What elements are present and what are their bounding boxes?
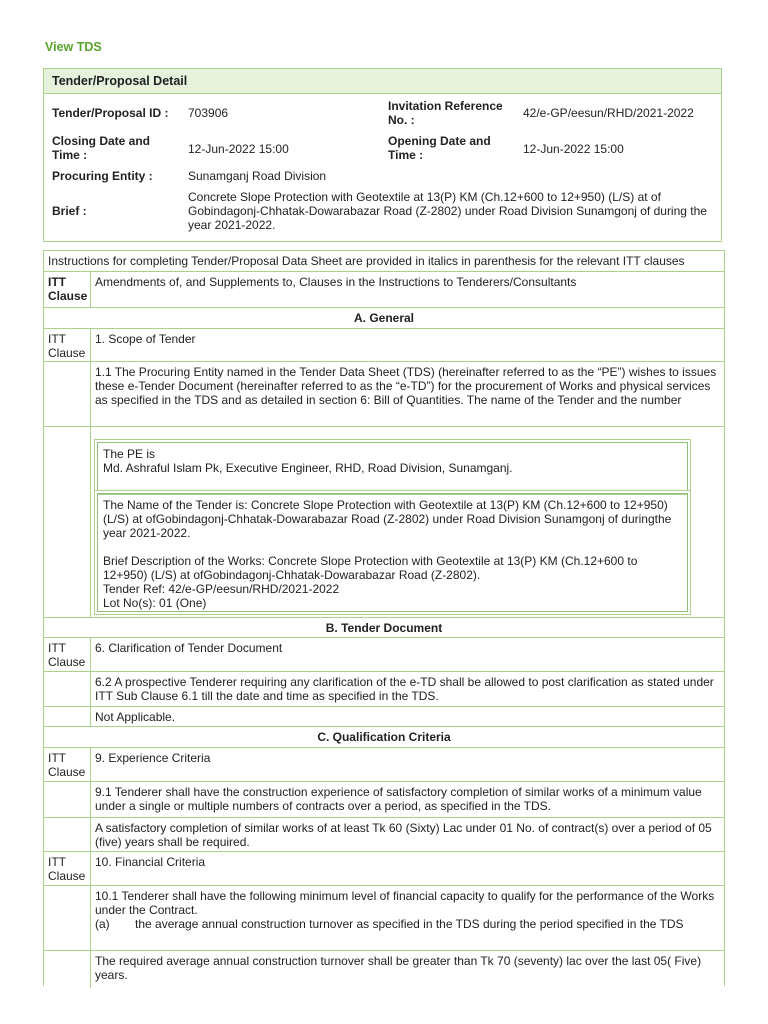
instructions-text: Instructions for completing Tender/Proposal Data Sheet are provided in italics in parenthesis for the relevant ITT clauses	[48, 254, 685, 268]
invitation-ref-label: Invitation Reference No. :	[388, 99, 503, 127]
spacer	[103, 540, 682, 554]
experience-title: 9. Experience Criteria	[95, 751, 211, 765]
table-row	[44, 950, 724, 988]
tender-info-box	[97, 493, 688, 612]
amendments-header: Amendments of, and Supplements to, Clauses in the Instructions to Tenderers/Consultants	[95, 275, 577, 289]
table-row	[44, 747, 724, 782]
table-row	[44, 671, 724, 707]
financial-a-label: (a)	[95, 917, 110, 931]
pe-is-text: The PE is	[103, 447, 156, 461]
financial-title: 10. Financial Criteria	[95, 855, 206, 869]
clarification-title: 6. Clarification of Tender Document	[95, 641, 283, 655]
pe-box	[97, 442, 688, 492]
financial-10-1-text: 10.1 Tenderer shall have the following minimum level of financial capacity to qualify for the performance of the Works under the Contract.	[95, 889, 715, 917]
panel-header: Tender/Proposal Detail	[44, 69, 721, 94]
tender-name-text: The Name of the Tender is: Concrete Slope Protection with Geotextile at 13(P) KM (Ch.12+600 to 12+950) (L/S) at ofGobindagonj-Chhatak-Dowarabazar Road (Z-2802) under Road Division Sunamgonj of duringthe year 2021-2022.	[103, 498, 672, 540]
itt-clause-label: ITT Clause	[44, 638, 91, 672]
brief-description-text: Brief Description of the Works: Concrete Slope Protection with Geotextile at 13(P) KM (Ch.12+600 to 12+950) (L/S) at ofGobindagonj-Chhatak-Dowarabazar Road (Z-2802).	[103, 554, 638, 582]
empty-cell	[44, 362, 91, 427]
scope-title: 1. Scope of Tender	[95, 332, 196, 346]
brief-label: Brief :	[52, 204, 87, 218]
empty-cell	[44, 818, 91, 852]
instructions-row	[44, 251, 724, 271]
empty-cell	[44, 782, 91, 818]
not-applicable-text: Not Applicable.	[95, 710, 176, 724]
financial-a-line	[95, 917, 720, 931]
invitation-ref-value: 42/e-GP/eesun/RHD/2021-2022	[523, 106, 694, 120]
scope-1-1-text: 1.1 The Procuring Entity named in the Tender Data Sheet (TDS) (hereinafter referred to as the “PE”) wishes to issues these e-Tender Document (hereinafter referred to as the “e-TD”) for the procurement of Works and physical services as specified in the TDS and as detailed in section 6: Bill of Quantities. The name of the Tender and the number	[95, 365, 717, 407]
tds-table	[43, 250, 725, 986]
table-row	[44, 817, 724, 852]
experience-value-text: A satisfactory completion of similar works of at least Tk 60 (Sixty) Lac under 01 No. of contract(s) over a period of 05 (five) years shall be required.	[95, 821, 712, 849]
table-row	[44, 781, 724, 818]
empty-cell	[44, 427, 91, 618]
itt-clause-header: ITT Clause	[44, 272, 91, 308]
empty-cell	[44, 707, 91, 727]
brief-value: Concrete Slope Protection with Geotextile at 13(P) KM (Ch.12+600 to 12+950) (L/S) at of Gobindagonj-Chhatak-Dowarabazar Road (Z-2802) under Road Division Sunamgonj of during the year 2021-2022.	[188, 190, 707, 232]
financial-10-1-cell	[91, 886, 724, 951]
table-row	[44, 328, 724, 362]
financial-a-text: the average annual construction turnover as specified in the TDS during the period specified in the TDS	[135, 917, 684, 931]
table-row	[44, 851, 724, 886]
table-row	[44, 637, 724, 672]
empty-cell	[44, 951, 91, 988]
section-a-row	[44, 307, 724, 329]
lot-no-text: Lot No(s): 01 (One)	[103, 596, 207, 610]
tender-ref-text: Tender Ref: 42/e-GP/eesun/RHD/2021-2022	[103, 582, 340, 596]
table-row	[44, 885, 724, 951]
itt-clause-label: ITT Clause	[44, 748, 91, 782]
procuring-entity-label: Procuring Entity :	[52, 169, 153, 183]
section-a-title: A. General	[353, 311, 415, 325]
tender-id-label: Tender/Proposal ID :	[52, 106, 169, 120]
itt-clause-label: ITT Clause	[44, 852, 91, 886]
procuring-entity-value: Sunamganj Road Division	[188, 169, 327, 183]
closing-date-label: Closing Date and Time :	[52, 134, 151, 162]
itt-clause-label: ITT Clause	[44, 329, 91, 362]
tender-id-value: 703906	[188, 106, 229, 120]
opening-date-value: 12-Jun-2022 15:00	[523, 142, 624, 156]
tender-detail-panel	[43, 68, 722, 242]
empty-cell	[44, 886, 91, 951]
table-row	[44, 361, 724, 427]
table-row	[44, 706, 724, 727]
header-row	[44, 271, 724, 308]
section-c-title: C. Qualification Criteria	[317, 730, 451, 744]
clarification-6-2-text: 6.2 A prospective Tenderer requiring any clarification of the e-TD shall be allowed to post clarification as stated under ITT Sub Clause 6.1 till the date and time as specified in the TDS.	[95, 675, 714, 703]
section-b-row	[44, 617, 724, 638]
section-c-row	[44, 726, 724, 748]
closing-date-value: 12-Jun-2022 15:00	[188, 142, 289, 156]
experience-9-1-text: 9.1 Tenderer shall have the construction experience of satisfactory completion of similar works of a minimum value under a single or multiple numbers of contracts over a period, as specified in the TDS.	[95, 785, 702, 813]
opening-date-label: Opening Date and Time :	[388, 134, 491, 162]
pe-name-text: Md. Ashraful Islam Pk, Executive Engineer, RHD, Road Division, Sunamganj.	[103, 461, 513, 475]
view-tds-link[interactable]: View TDS	[45, 40, 102, 54]
section-b-title: B. Tender Document	[325, 621, 443, 635]
empty-cell	[44, 672, 91, 707]
financial-value-text: The required average annual construction turnover shall be greater than Tk 70 (seventy) lac over the last 05( Five) years.	[95, 954, 702, 982]
